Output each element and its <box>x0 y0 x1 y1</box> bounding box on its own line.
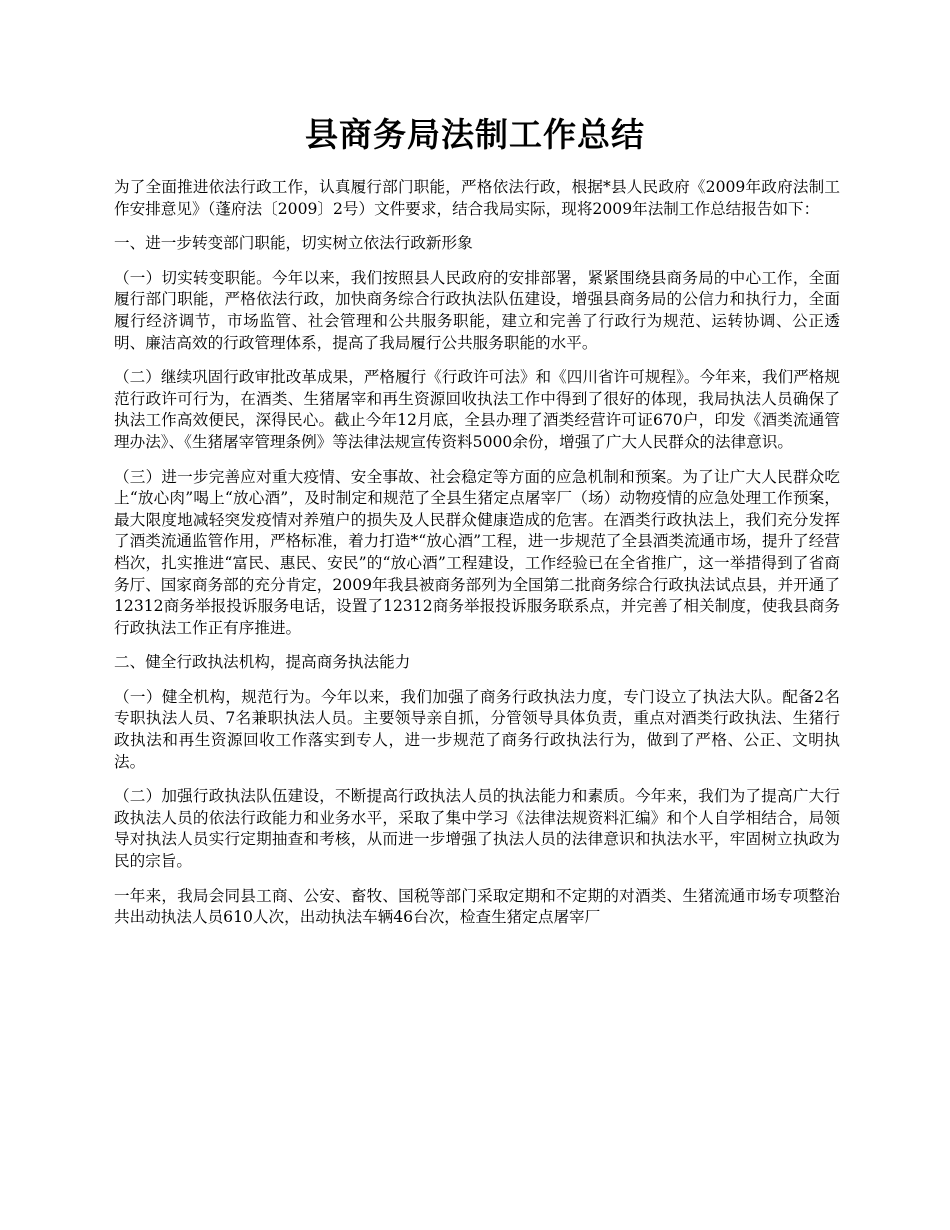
document-body <box>114 177 840 942</box>
intro-paragraph: 为了全面推进依法行政工作，认真履行部门职能，严格依法行政，根据*县人民政府《2009年政府法制工作安排意见》（蓬府法〔2009〕2号）文件要求，结合我局实际，现将2009年法制工作总结报告如下： <box>114 178 840 218</box>
body-paragraph: （二）加强行政执法队伍建设，不断提高行政执法人员的执法能力和素质。今年来，我们为了提高广大行政执法人员的依法行政能力和业务水平，采取了集中学习《法律法规资料汇编》和个人自学相结合，局领导对执法人员实行定期抽查和考核，从而进一步增强了执法人员的法律意识和执法水平，牢固树立执政为民的宗旨。 <box>114 787 840 871</box>
body-paragraph: （三）进一步完善应对重大疫情、安全事故、社会稳定等方面的应急机制和预案。为了让广大人民群众吃上“放心肉”喝上“放心酒”，及时制定和规范了全县生猪定点屠宰厂（场）动物疫情的应急处理工作预案，最大限度地减轻突发疫情对养殖户的损失及人民群众健康造成的危害。在酒类行政执法上，我们充分发挥了酒类流通监管作用，严格标准，着力打造*“放心酒”工程，进一步规范了全县酒类流通市场，提升了经营档次，扎实推进“富民、惠民、安民”的“放心酒”工程建设，工作经验已在全省推广，这一举措得到了省商务厅、国家商务部的充分肯定，2009年我县被商务部列为全国第二批商务综合行政执法试点县，并开通了12312商务举报投诉服务电话，设置了12312商务举报投诉服务联系点，并完善了相关制度，使我县商务行政执法工作正有序推进。 <box>114 467 840 637</box>
body-paragraph: （一）健全机构，规范行为。今年以来，我们加强了商务行政执法力度，专门设立了执法大队。配备2名专职执法人员、7名兼职执法人员。主要领导亲自抓，分管领导具体负责，重点对酒类行政执法、生猪行政执法和再生资源回收工作落实到专人，进一步规范了商务行政执法行为，做到了严格、公正、文明执法。 <box>114 687 840 771</box>
body-paragraph: （一）切实转变职能。今年以来，我们按照县人民政府的安排部署，紧紧围绕县商务局的中心工作，全面履行部门职能，严格依法行政，加快商务综合行政执法队伍建设，增强县商务局的公信力和执行力，全面履行经济调节，市场监管、社会管理和公共服务职能，建立和完善了行政行为规范、运转协调、公正透明、廉洁高效的行政管理体系，提高了我局履行公共服务职能的水平。 <box>114 268 840 352</box>
section-heading-2: 二、健全行政执法机构，提高商务执法能力 <box>114 653 411 672</box>
section-heading-1: 一、进一步转变部门职能，切实树立依法行政新形象 <box>114 234 473 253</box>
document-title: 县商务局法制工作总结 <box>305 115 645 154</box>
body-paragraph: （二）继续巩固行政审批改革成果，严格履行《行政许可法》和《四川省许可规程》。今年来，我们严格规范行政许可行为，在酒类、生猪屠宰和再生资源回收执法工作中得到了很好的体现，我局执法人员确保了执法工作高效便民，深得民心。截止今年12月底，全县办理了酒类经营许可证670户，印发《酒类流通管理办法》、《生猪屠宰管理条例》等法律法规宣传资料5000余份，增强了广大人民群众的法律意识。 <box>114 368 840 451</box>
body-paragraph: 一年来，我局会同县工商、公安、畜牧、国税等部门采取定期和不定期的对酒类、生猪流通市场专项整治共出动执法人员610人次，出动执法车辆46台次，检查生猪定点屠宰厂 <box>114 886 840 927</box>
